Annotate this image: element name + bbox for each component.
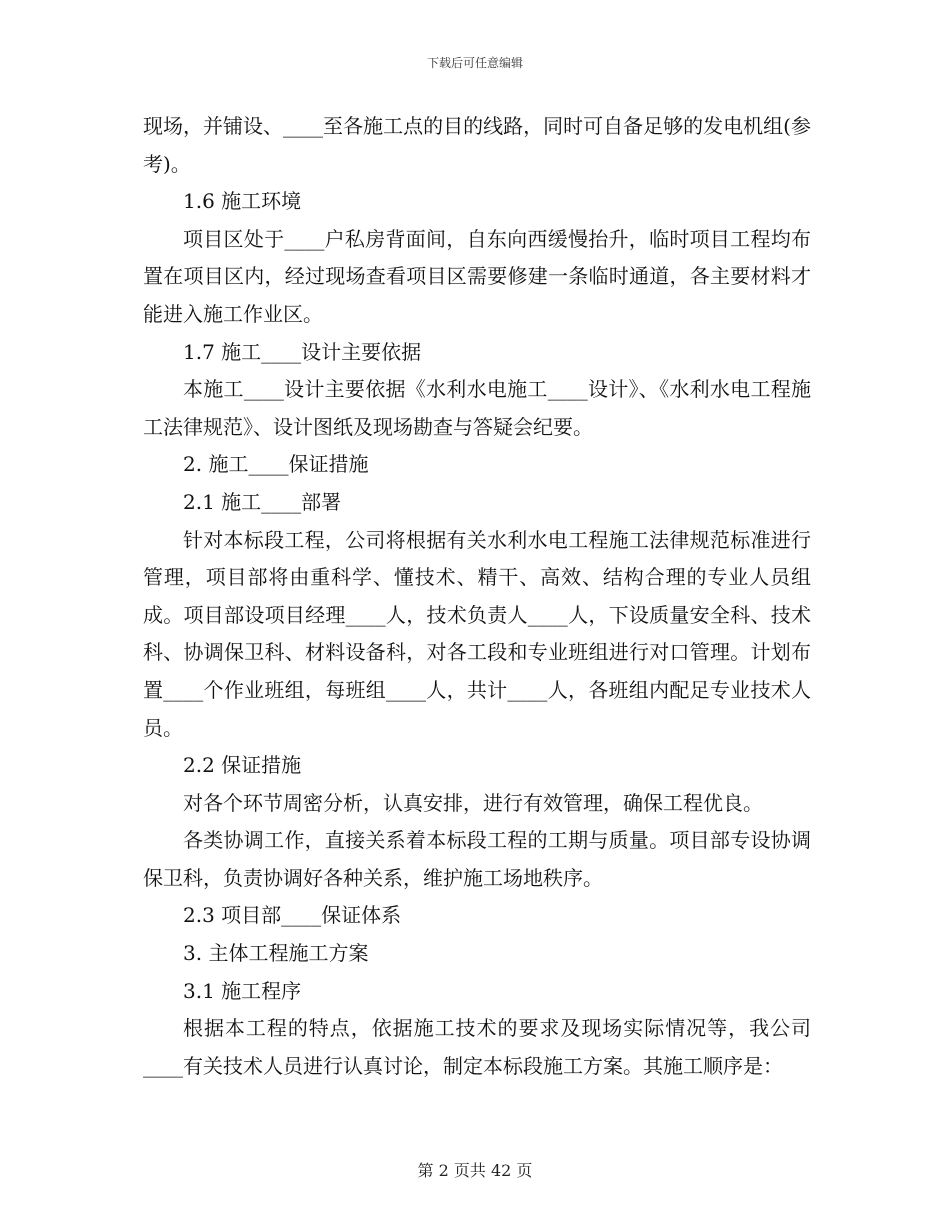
section-heading: 2.1 施工____部署 bbox=[183, 489, 342, 514]
body-paragraph: 对各个环节周密分析，认真安排，进行有效管理，确保工程优良。 bbox=[183, 790, 763, 815]
body-paragraph: 针对本标段工程，公司将根据有关水利水电工程施工法律规范标准进行管理，项目部将由重科学、懂技术、精干、高效、结构合理的专业人员组成。项目部设项目经理____人，技术负责人____人，下设质量安全科、技术科、协调保卫科、材料设备科，对各工段和专业班组进行对口管理。计划布置____个作业班组，每班组____人，共计____人，各班组内配足专业技术人员。 bbox=[143, 527, 811, 740]
section-heading: 1.7 施工____设计主要依据 bbox=[183, 339, 422, 364]
body-paragraph: 项目区处于____户私房背面间，自东向西缓慢抬升，临时项目工程均布置在项目区内，经过现场查看项目区需要修建一条临时通道，各主要材料才能进入施工作业区。 bbox=[143, 226, 811, 326]
page-header: 下载后可任意编辑 bbox=[426, 56, 523, 70]
section-heading: 3.1 施工程序 bbox=[183, 978, 302, 1003]
section-heading: 2. 施工____保证措施 bbox=[183, 452, 369, 477]
section-heading: 2.3 项目部____保证体系 bbox=[183, 903, 402, 928]
document-body bbox=[143, 108, 811, 1085]
paragraph-continuation: 现场，并铺设、____至各施工点的目的线路，同时可自备足够的发电机组(参考)。 bbox=[143, 114, 811, 176]
body-paragraph: 本施工____设计主要依据《水利水电施工____设计》、《水利水电工程施工法律规范》、设计图纸及现场勘查与答疑会纪要。 bbox=[143, 377, 811, 439]
body-paragraph: 各类协调工作，直接关系着本标段工程的工期与质量。项目部专设协调保卫科，负责协调好各种关系，维护施工场地秩序。 bbox=[143, 828, 811, 890]
section-heading: 1.6 施工环境 bbox=[183, 189, 302, 214]
page-footer: 第 2 页共 42 页 bbox=[417, 1161, 533, 1180]
section-heading: 2.2 保证措施 bbox=[183, 753, 302, 778]
body-paragraph: 根据本工程的特点，依据施工技术的要求及现场实际情况等，我公司____有关技术人员进行认真讨论，制定本标段施工方案。其施工顺序是： bbox=[143, 1016, 811, 1078]
section-heading: 3. 主体工程施工方案 bbox=[183, 941, 369, 966]
